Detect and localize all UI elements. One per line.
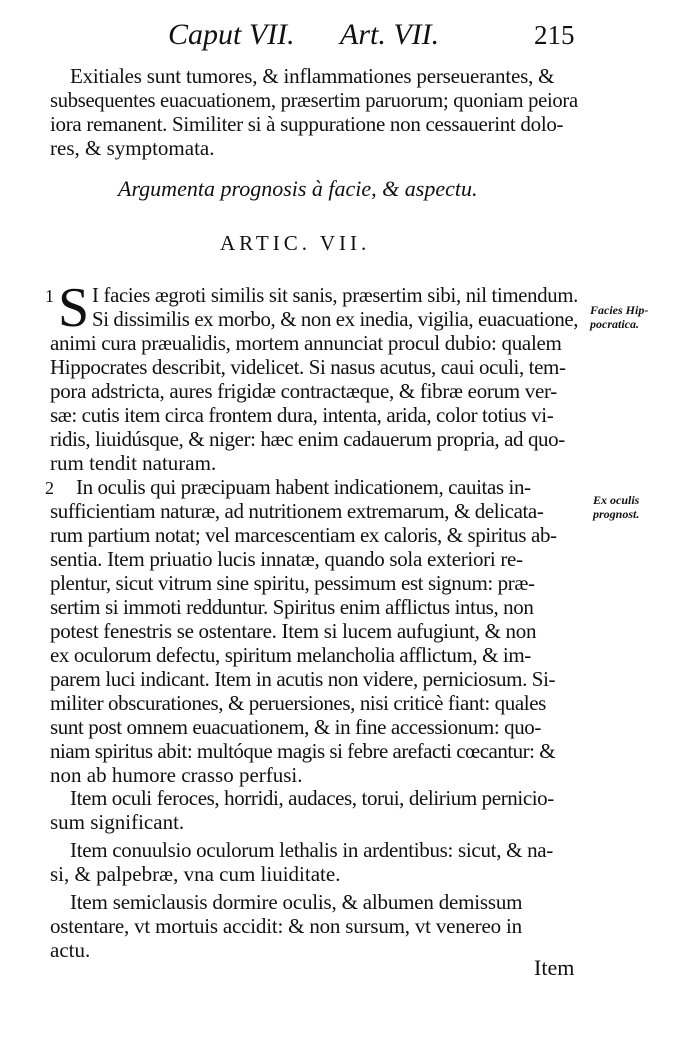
section-heading: ARTIC. VII. [220,231,371,255]
text-line: rum partium notat; vel marcescentiam ex caloris, & spiritus ab- [50,523,557,547]
text-line: subsequentes euacuationem, præsertim paruorum; quoniam peiora [50,88,578,112]
text-line: Exitiales sunt tumores, & inflammationes perseuerantes, & [70,64,555,88]
text-line: sum significant. [50,810,185,834]
text-line: sunt post omnem euacuationem, & in fine accessionum: quo- [50,715,542,739]
text-line: animi cura præualidis, mortem annunciat procul dubio: qualem [50,331,562,355]
text-line: si, & palpebræ, vna cum liuiditate. [50,862,341,886]
margin-note-line: prognost. [593,507,640,521]
margin-note [593,493,639,521]
text-line: ostentare, vt mortuis accidit: & non sursum, vt venereo in [50,914,522,938]
text-line: potest fenestris se ostentare. Item si lucem aufugiunt, & non [50,619,537,643]
text-line: ridis, liuidúsque, & niger: hæc enim cadauerum propria, ad quo- [50,427,565,451]
margin-note-line: Facies Hip- [590,303,649,317]
text-line: sentia. Item priuatio lucis innatæ, quando sola exteriori re- [50,547,523,571]
running-header [0,18,700,58]
text-line: Item oculi feroces, horridi, audaces, torui, delirium pernicio- [70,786,554,810]
text-line: ex oculorum defectu, spiritum melancholia afflictum, & im- [50,643,531,667]
text-line: sufficientiam naturæ, ad nutritionem extremarum, & delicata- [50,499,544,523]
text-line: res, & symptomata. [50,136,215,160]
paragraph-number: 1 [45,286,54,306]
page-number: 215 [534,20,575,50]
margin-note-line: pocratica. [590,317,639,331]
margin-note-line: Ex oculis [593,493,640,507]
text-line: parem luci indicant. Item in acutis non videre, perniciosum. Si- [50,667,556,691]
text-line: sæ: cutis item circa frontem dura, intenta, arida, color totius vi- [50,403,554,427]
drop-cap: S [58,277,90,339]
text-line: In oculis qui præcipuam habent indicationem, cauitas in- [76,475,531,499]
text-line: plentur, sicut vitrum sine spiritu, pessimum est signum: præ- [50,571,535,595]
text-line: rum tendit naturam. [50,451,217,475]
section-subtitle: Argumenta prognosis à facie, & aspectu. [118,176,478,201]
text-line: militer obscurationes, & peruersiones, nisi criticè fiant: quales [50,691,546,715]
text-line: Item conuulsio oculorum lethalis in ardentibus: sicut, & na- [70,838,553,862]
text-line: actu. [50,938,91,962]
text-line: Si dissimilis ex morbo, & non ex inedia, vigilia, euacuatione, [92,307,579,331]
text-line: pora adstricta, aures frigidæ contractæque, & fibræ eorum ver- [50,379,557,403]
text-line: iora remanent. Similiter si à suppuratione non cessauerint dolo- [50,112,564,136]
header-article: Art. VII. [340,18,440,51]
text-line: I facies ægroti similis sit sanis, præsertim sibi, nil timendum. [92,283,579,307]
catchword: Item [534,955,575,980]
paragraph-number: 2 [45,478,54,498]
text-line: Item semiclausis dormire oculis, & albumen demissum [70,890,523,914]
header-chapter: Caput VII. [168,18,295,51]
text-line: Hippocrates describit, videlicet. Si nasus acutus, caui oculi, tem- [50,355,566,379]
margin-note [590,303,648,331]
text-line: sertim si immoti redduntur. Spiritus enim afflictus intus, non [50,595,534,619]
text-line: niam spiritus abit: multóque magis si febre arefacti cœcantur: & [50,739,556,763]
text-line: non ab humore crasso perfusi. [50,763,303,787]
